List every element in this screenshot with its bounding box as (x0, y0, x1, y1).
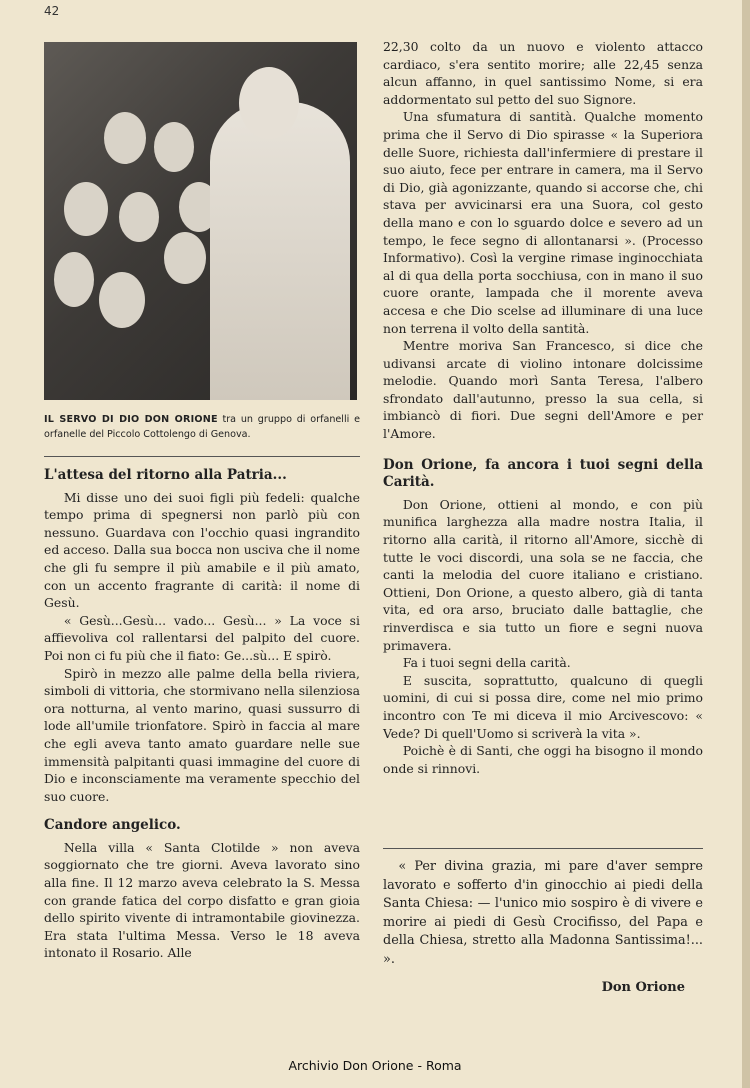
paragraph: Una sfumatura di santità. Qualche momento prima che il Servo di Dio spirasse « la Superiora delle Suore, richiesta dall'infermiere di prestare il suo aiuto, fece per entrare in camera, ma il Servo di Dio, già agonizzante, quando si accorse che, chi stava per avvicinarsi era una Suora, col gesto della mano e con lo sguardo dolce e severo ad un tempo, le fece segno di allontanarsi ». (Processo Informativo). Così la vergine rimase inginocchiata al di qua della porta socchiusa, con in mano il suo cuore orante, lampada che il morente aveva accesa e che Dio scelse ad illuminare di una luce non terrena il volto della santità. (383, 109, 703, 336)
paragraph: 22,30 colto da un nuovo e violento attacco cardiaco, s'era sentito morire; alle 22,45 senza alcun affanno, in quel santissimo Nome, si era addormentato sul petto del suo Signore. (383, 39, 703, 107)
right-column (383, 38, 703, 777)
page-edge (742, 0, 750, 1088)
paragraph: Mentre moriva San Francesco, si dice che udivansi arcate di violino intonare dolcissime melodie. Quando morì Santa Teresa, l'albero sfrondato dall'autunno, presso la sua cella, si imbiancò di fiori. Due segni dell'Amore e per l'Amore. (383, 338, 703, 442)
paragraph: Poichè è di Santi, che oggi ha bisogno il mondo onde si rinnovi. (383, 743, 703, 776)
page-number: 42 (44, 4, 60, 18)
paragraph: « Gesù...Gesù... vado... Gesù... » La voce si affievoliva col rallentarsi del palpito del cuore. Poi non ci fu più che il fiato: Ge...sù... E spirò. (44, 612, 360, 663)
caption-bold: IL SERVO DI DIO DON ORIONE (44, 414, 218, 425)
paragraph: Fa i tuoi segni della carità. (402, 655, 571, 671)
photo-don-orione-with-orphans (44, 42, 357, 400)
section-title-segni: Don Orione, fa ancora i tuoi segni della Carità. (383, 456, 703, 491)
section-divider (44, 456, 360, 457)
quote-divider (383, 848, 703, 849)
signature: Don Orione (601, 980, 685, 995)
paragraph: Spirò in mezzo alle palme della bella riviera, simboli di vittoria, che stormivano nella silenziosa ora notturna, al vento marino, quasi sussurro di lode all'umile trionfatore. Spirò in faccia al mare che egli aveva tanto amato guardare nelle sue immensità palpitanti quasi immagine del cuore di Dio e inconsciamente ma veramente specchio del suo cuore. (44, 665, 360, 804)
photo-caption (44, 412, 360, 442)
paragraph: Don Orione, ottieni al mondo, e con più munifica larghezza alla madre nostra Italia, il ritorno alla carità, il ritorno all'Amore, sicchè di tutte le voci discordi, una sola se ne faccia, che canti la melodia del cuore italiano e cristiano. Ottieni, Don Orione, a questo albero, già di tanta vita, ed ora arso, bruciato dalle battaglie, che rinverdisca e sia tutto un fiore e segni nuova primavera. (383, 496, 703, 653)
quote-text: « Per divina grazia, mi pare d'aver sempre lavorato e sofferto d'in ginocchio ai piedi della Santa Chiesa: — l'unico mio sospiro è di vivere e morire ai piedi di Gesù Crocifisso, del Papa e della Chiesa, stretto alla Madonna Santissima!... ». (383, 859, 703, 967)
section-title-attesa: L'attesa del ritorno alla Patria... (44, 467, 287, 483)
archive-footer: Archivio Don Orione - Roma (288, 1058, 462, 1073)
paragraph: E suscita, soprattutto, qualcuno di quegli uomini, di cui si possa dire, come nel mio primo incontro con Te mi diceva il mio Arcivescovo: « Vede? Di quell'Uomo si scriverà la vita ». (383, 672, 703, 741)
paragraph: Nella villa « Santa Clotilde » non aveva soggiornato che tre giorni. Aveva lavorato sino alla fine. Il 12 marzo aveva celebrato la S. Messa con grande fatica del corpo disfatto e gran gioia dello spirito vivente di intramontabile giovinezza. Era stata l'ultima Messa. Verso le 18 aveva intonato il Rosario. Alle (44, 839, 360, 961)
left-column (44, 467, 360, 962)
section-title-candore: Candore angelico. (44, 817, 181, 834)
quote-block (383, 858, 703, 970)
paragraph: Mi disse uno dei suoi figli più fedeli: qualche tempo prima di spegnersi non parlò più con nessuno. Guardava con l'occhio quasi ingrandito ed acceso. Dalla sua bocca non usciva che il nome che gli fu sempre il più amabile e il più amato, con un accento fragrante di carità: il nome di Gesù. (44, 489, 360, 611)
caption-text: tra un gruppo di orfanelli e orfanelle del Piccolo Cottolengo di Genova. (44, 414, 360, 440)
